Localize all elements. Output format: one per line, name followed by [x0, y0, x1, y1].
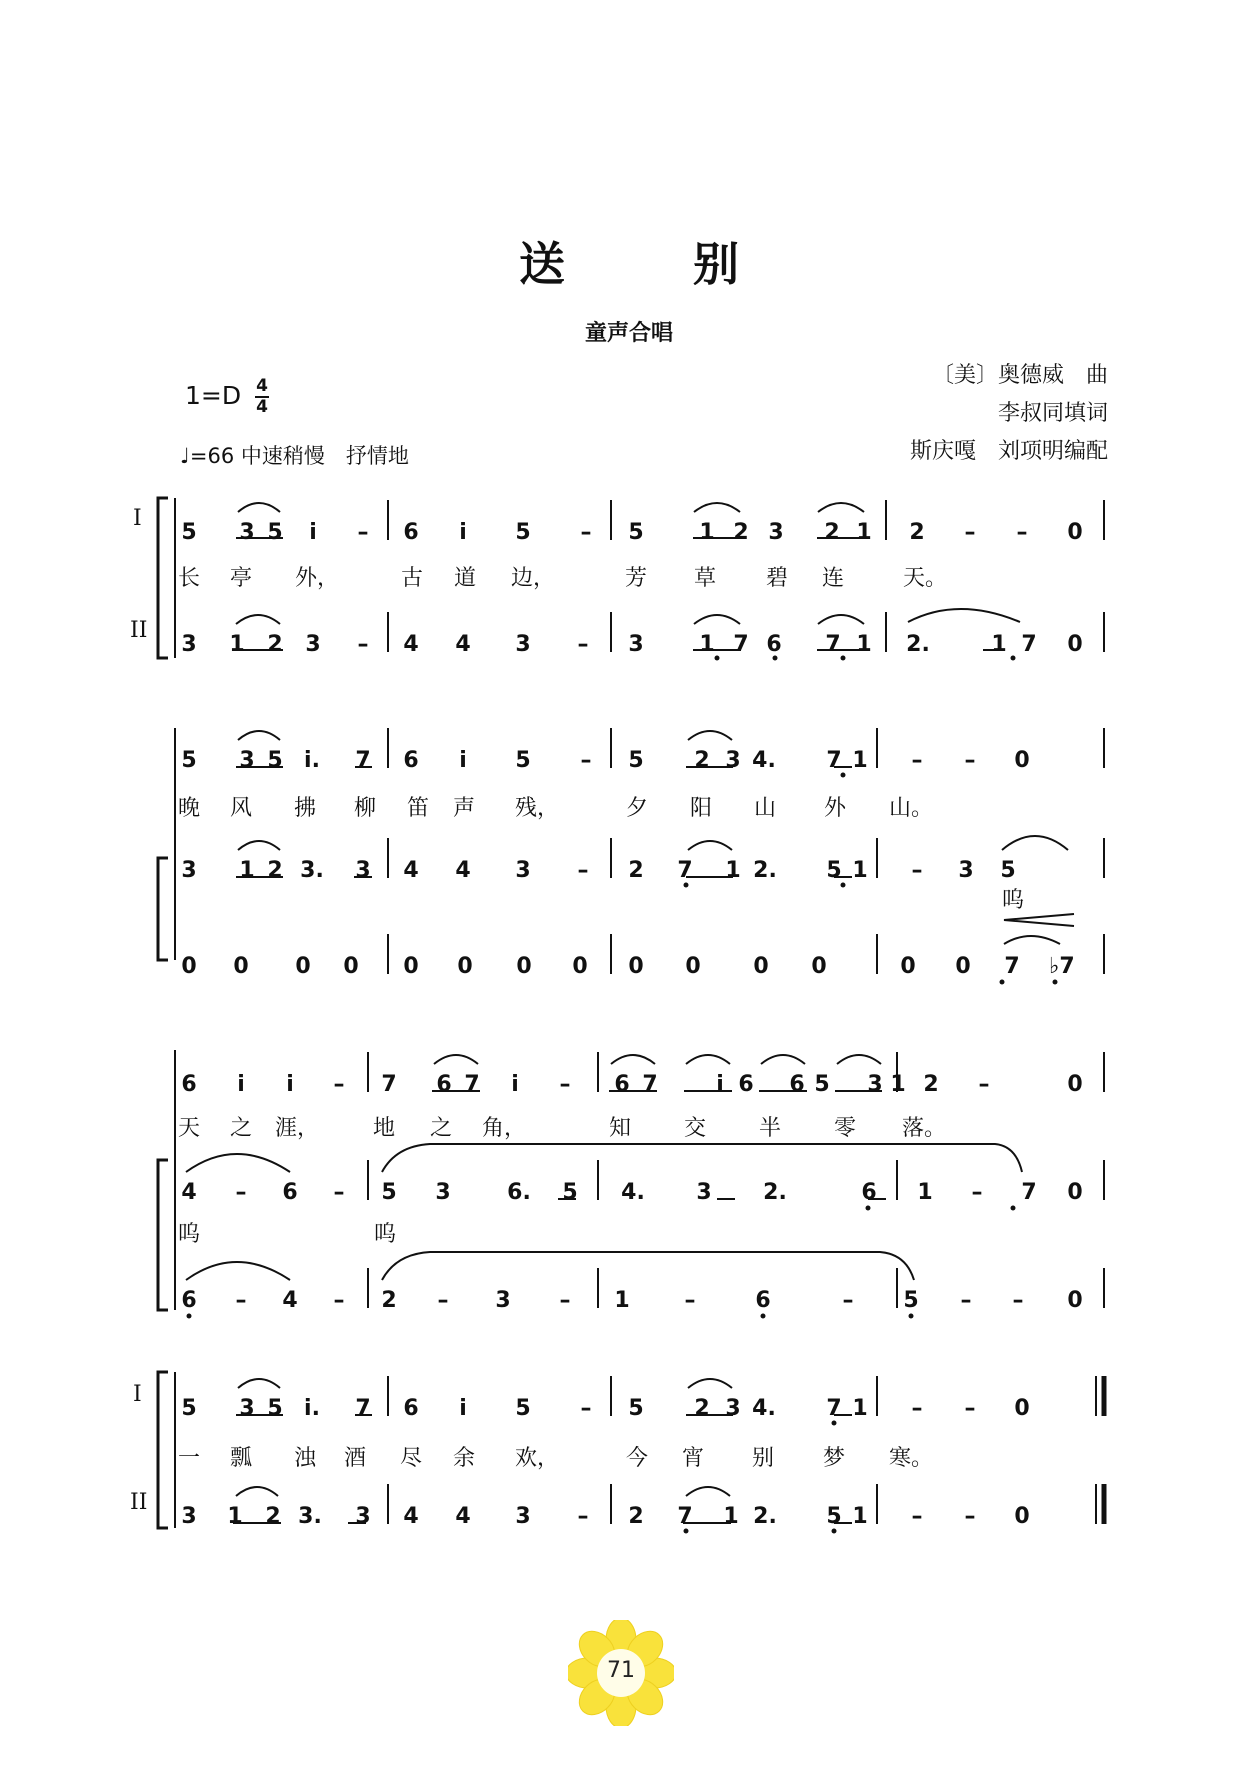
note: 6 — [181, 1288, 197, 1313]
note: – — [437, 1288, 449, 1313]
composer-credit: 〔美〕奥德威 曲 — [931, 363, 1108, 388]
lyric-syllable: 知 — [608, 1116, 631, 1141]
note: 1 — [239, 858, 255, 883]
key-label: 1=D — [185, 381, 242, 410]
note: i — [459, 1396, 467, 1421]
note: 4 — [403, 632, 419, 657]
note: i — [716, 1072, 724, 1097]
note: 6 — [789, 1072, 805, 1097]
note: 7 — [642, 1072, 658, 1097]
note: 7 — [733, 632, 749, 657]
note: 7 — [826, 748, 842, 773]
lyric-syllable: 半 — [758, 1116, 781, 1141]
note: – — [964, 1504, 976, 1529]
note: 1 — [229, 632, 245, 657]
lyric-syllable: 道 — [453, 566, 476, 591]
note: 0 — [1067, 632, 1083, 657]
note: 1 — [725, 858, 741, 883]
note: 4 — [455, 1504, 471, 1529]
note: 7 — [355, 1396, 371, 1421]
lyric-syllable: 酒 — [343, 1446, 366, 1471]
note: 3 — [355, 858, 371, 883]
lyric-syllable: 落。 — [902, 1116, 947, 1141]
lyric-syllable: 浊 — [293, 1446, 316, 1471]
note: 1 — [699, 632, 715, 657]
voice-label-1: I — [133, 506, 142, 531]
note: 2 — [694, 1396, 710, 1421]
note: 5 — [628, 748, 644, 773]
note: 2 — [265, 1504, 281, 1529]
lyric-syllable: 外， — [295, 566, 340, 591]
lyric-syllable: 之 — [429, 1116, 452, 1141]
note: 6 — [614, 1072, 630, 1097]
note: 0 — [1067, 1072, 1083, 1097]
note: 3 — [181, 858, 197, 883]
note: i — [237, 1072, 245, 1097]
note: – — [357, 520, 369, 545]
note: – — [577, 632, 589, 657]
lyric-syllable: 余 — [452, 1446, 475, 1471]
note: – — [964, 520, 976, 545]
note: 3 — [181, 1504, 197, 1529]
note: i — [459, 520, 467, 545]
note: 0 — [233, 954, 249, 979]
note: 7 — [355, 748, 371, 773]
note: 2 — [628, 858, 644, 883]
note: i — [309, 520, 317, 545]
note: 5 — [826, 1504, 842, 1529]
note: 3 — [867, 1072, 883, 1097]
note: 5 — [628, 520, 644, 545]
time-numerator: 4 — [256, 376, 268, 396]
note: 0 — [955, 954, 971, 979]
lyric-syllable: 一 — [177, 1446, 200, 1471]
lyric-syllable: 山 — [753, 796, 776, 821]
lyric-syllable: 交 — [683, 1116, 706, 1141]
note: 2 — [824, 520, 840, 545]
note: 1 — [227, 1504, 243, 1529]
note: 7 — [825, 632, 841, 657]
note: 4 — [455, 858, 471, 883]
voice-label-2: II — [130, 1490, 148, 1515]
note: 7 — [381, 1072, 397, 1097]
note: 2 — [267, 858, 283, 883]
note: 3 — [239, 1396, 255, 1421]
note: – — [971, 1180, 983, 1205]
note: – — [1016, 520, 1028, 545]
note: 6 — [755, 1288, 771, 1313]
note: 3 — [305, 632, 321, 657]
page-number: 71 — [607, 1658, 635, 1683]
lyric-syllable: 欢， — [515, 1446, 560, 1471]
lyric-syllable: 芳 — [624, 566, 647, 591]
lyric-syllable: 连 — [821, 566, 844, 591]
note: – — [235, 1288, 247, 1313]
lyric-syllable: 山。 — [889, 796, 934, 821]
quarter-note-icon: ♩ — [180, 444, 190, 468]
note: – — [964, 748, 976, 773]
note: 0 — [811, 954, 827, 979]
note: i — [286, 1072, 294, 1097]
note: 5 — [903, 1288, 919, 1313]
note: 7 — [1021, 632, 1037, 657]
note: 0 — [1014, 1504, 1030, 1529]
note: 1 — [723, 1504, 739, 1529]
note: i. — [304, 1396, 320, 1421]
note: – — [1012, 1288, 1024, 1313]
tempo-bpm: =66 — [189, 444, 235, 468]
lyricist-credit: 李叔同填词 — [997, 401, 1108, 426]
note: 5 — [562, 1180, 578, 1205]
lyric-syllable: 别 — [751, 1446, 774, 1471]
note: 3 — [239, 520, 255, 545]
note: 3 — [958, 858, 974, 883]
note: 3 — [696, 1180, 712, 1205]
note: – — [235, 1180, 247, 1205]
note: 5 — [1000, 858, 1016, 883]
lyric-syllable: 天 — [177, 1116, 200, 1141]
note: 4. — [752, 1396, 776, 1421]
note: 1 — [852, 1504, 868, 1529]
note: 5 — [267, 1396, 283, 1421]
note: 6 — [766, 632, 782, 657]
note: 3 — [239, 748, 255, 773]
note: 5 — [267, 520, 283, 545]
lyric-syllable: 之 — [229, 1116, 252, 1141]
note: 0 — [181, 954, 197, 979]
note: 5 — [628, 1396, 644, 1421]
lyric-syllable: 呜 — [177, 1222, 200, 1247]
lyric-syllable: 长 — [177, 566, 200, 591]
note: – — [964, 1396, 976, 1421]
lyric-syllable: 呜 — [373, 1222, 396, 1247]
note: – — [333, 1180, 345, 1205]
song-title: 送 别 — [518, 237, 795, 291]
note: 3. — [298, 1504, 322, 1529]
note: 2 — [694, 748, 710, 773]
note: 2 — [909, 520, 925, 545]
lyric-syllable: 亭 — [229, 566, 252, 591]
note: 3 — [515, 632, 531, 657]
note: 2 — [628, 1504, 644, 1529]
lyric-syllable: 宵 — [681, 1446, 704, 1471]
note: 0 — [1067, 520, 1083, 545]
lyric-syllable: 残， — [515, 796, 560, 821]
lyric-syllable: 风 — [229, 796, 252, 821]
note: 1 — [890, 1072, 906, 1097]
lyric-syllable: 今 — [625, 1446, 648, 1471]
note: 1 — [917, 1180, 933, 1205]
note: – — [911, 858, 923, 883]
note: 5 — [515, 748, 531, 773]
note: 7 — [464, 1072, 480, 1097]
note: 5 — [267, 748, 283, 773]
note: 3 — [515, 858, 531, 883]
note: 5 — [826, 858, 842, 883]
note: – — [978, 1072, 990, 1097]
note: 0 — [1067, 1288, 1083, 1313]
lyric-syllable: 声 — [452, 796, 475, 821]
note: – — [559, 1072, 571, 1097]
note: 0 — [403, 954, 419, 979]
lyric-syllable: 柳 — [353, 796, 376, 821]
note: 0 — [1014, 1396, 1030, 1421]
note: 3 — [181, 632, 197, 657]
lyric-syllable: 呜 — [1001, 888, 1024, 913]
note: 6 — [403, 520, 419, 545]
note: 1 — [699, 520, 715, 545]
note: 3 — [725, 1396, 741, 1421]
note: 0 — [295, 954, 311, 979]
note: 6 — [282, 1180, 298, 1205]
note: 1 — [614, 1288, 630, 1313]
note: 6 — [738, 1072, 754, 1097]
note: 3 — [495, 1288, 511, 1313]
note: ♭7 — [1049, 954, 1075, 979]
note: 2. — [753, 858, 777, 883]
note: 0 — [628, 954, 644, 979]
lyric-syllable: 地 — [372, 1116, 395, 1141]
note: – — [580, 520, 592, 545]
note: 1 — [852, 1396, 868, 1421]
note: i. — [304, 748, 320, 773]
lyric-syllable: 碧 — [765, 566, 788, 591]
note: i — [511, 1072, 519, 1097]
lyric-syllable: 瓢 — [229, 1446, 252, 1471]
note: 2. — [753, 1504, 777, 1529]
note: 0 — [1067, 1180, 1083, 1205]
note: – — [333, 1072, 345, 1097]
lyric-syllable: 边， — [511, 566, 556, 591]
note: 1 — [991, 632, 1007, 657]
lyric-syllable: 梦 — [822, 1446, 845, 1471]
note: 6 — [436, 1072, 452, 1097]
note: 0 — [685, 954, 701, 979]
note: i — [459, 748, 467, 773]
note: 7 — [1004, 954, 1020, 979]
tempo-text: 中速稍慢 抒情地 — [240, 444, 409, 468]
arranger-credit: 斯庆嘎 刘项明编配 — [909, 439, 1108, 464]
note: 6 — [181, 1072, 197, 1097]
lyric-syllable: 阳 — [689, 796, 712, 821]
note: 3 — [768, 520, 784, 545]
note: – — [911, 748, 923, 773]
note: – — [684, 1288, 696, 1313]
note: – — [580, 748, 592, 773]
note: 0 — [753, 954, 769, 979]
lyric-syllable: 晚 — [177, 796, 200, 821]
note: 0 — [572, 954, 588, 979]
lyric-syllable: 古 — [400, 566, 423, 591]
lyric-syllable: 涯， — [275, 1116, 320, 1141]
note: 4 — [282, 1288, 298, 1313]
note: 6 — [403, 748, 419, 773]
note: 6. — [507, 1180, 531, 1205]
note: 4. — [752, 748, 776, 773]
note: 4. — [621, 1180, 645, 1205]
note: 5 — [181, 748, 197, 773]
note: 2. — [763, 1180, 787, 1205]
note: 2 — [923, 1072, 939, 1097]
note: – — [911, 1396, 923, 1421]
note: 7 — [677, 858, 693, 883]
lyric-syllable: 草 — [693, 566, 716, 591]
note: – — [559, 1288, 571, 1313]
note: 3 — [628, 632, 644, 657]
note: 2 — [733, 520, 749, 545]
note: – — [333, 1288, 345, 1313]
note: – — [842, 1288, 854, 1313]
note: 3 — [435, 1180, 451, 1205]
lyric-syllable: 尽 — [399, 1446, 422, 1471]
note: 1 — [852, 748, 868, 773]
note: 5 — [814, 1072, 830, 1097]
voice-label-2: II — [130, 618, 148, 643]
voice-label-1: I — [133, 1382, 142, 1407]
lyric-syllable: 寒。 — [889, 1446, 934, 1471]
note: 2. — [906, 632, 930, 657]
note: 3 — [355, 1504, 371, 1529]
note: – — [580, 1396, 592, 1421]
note: – — [577, 858, 589, 883]
note: 2 — [381, 1288, 397, 1313]
note: 7 — [1021, 1180, 1037, 1205]
lyric-syllable: 笛 — [406, 796, 429, 821]
note: 3. — [300, 858, 324, 883]
lyric-syllable: 天。 — [903, 566, 948, 591]
note: 0 — [1014, 748, 1030, 773]
note: 4 — [403, 858, 419, 883]
note: – — [911, 1504, 923, 1529]
note: 2 — [267, 632, 283, 657]
note: 0 — [457, 954, 473, 979]
note: 5 — [515, 520, 531, 545]
note: 1 — [856, 632, 872, 657]
note: 0 — [516, 954, 532, 979]
note: 7 — [677, 1504, 693, 1529]
note: 6 — [861, 1180, 877, 1205]
note: 4 — [455, 632, 471, 657]
note: 4 — [181, 1180, 197, 1205]
note: 3 — [515, 1504, 531, 1529]
lyric-syllable: 零 — [833, 1116, 856, 1141]
note: – — [577, 1504, 589, 1529]
note: 3 — [725, 748, 741, 773]
time-denominator: 4 — [256, 397, 268, 417]
lyric-syllable: 外 — [823, 796, 846, 821]
note: 1 — [856, 520, 872, 545]
song-subtitle: 童声合唱 — [584, 321, 673, 346]
note: 5 — [181, 1396, 197, 1421]
note: 5 — [381, 1180, 397, 1205]
note: 0 — [900, 954, 916, 979]
note: 0 — [343, 954, 359, 979]
note: 5 — [515, 1396, 531, 1421]
note: 5 — [181, 520, 197, 545]
note: – — [357, 632, 369, 657]
note: 4 — [403, 1504, 419, 1529]
lyric-syllable: 角， — [482, 1116, 527, 1141]
note: 6 — [403, 1396, 419, 1421]
lyric-syllable: 拂 — [293, 796, 316, 821]
note: 1 — [852, 858, 868, 883]
note: – — [960, 1288, 972, 1313]
note: 7 — [826, 1396, 842, 1421]
lyric-syllable: 夕 — [625, 796, 648, 821]
